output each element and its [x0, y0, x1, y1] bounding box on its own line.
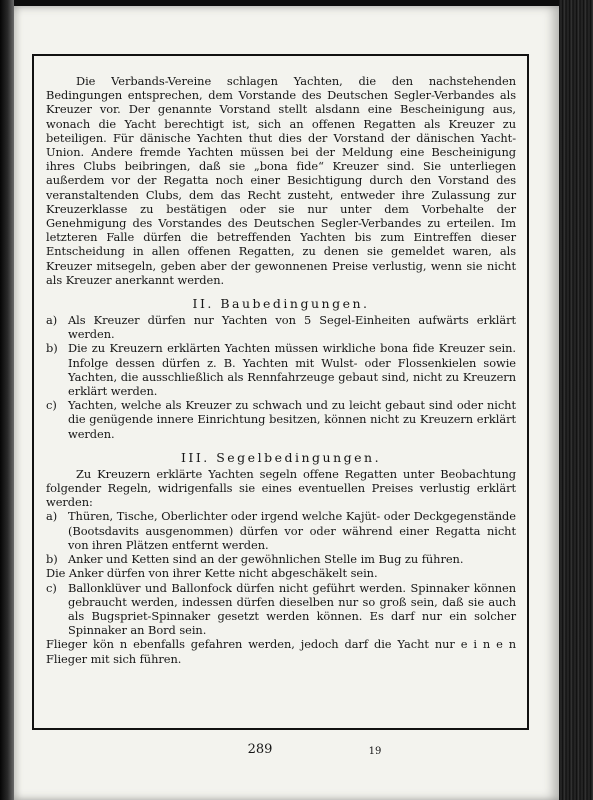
section-2-item-b: [46, 341, 516, 398]
item-label: c): [46, 580, 57, 595]
item-text: Anker und Ketten sind an der gewöhnlichen Stelle im Bug zu führen.: [68, 552, 464, 567]
item-text: Ballonklüver und Ballonfock dürfen nicht geführt werden. Spinnaker können gebraucht werden, indessen dürfen dieselben nur so groß sein, daß sie auch als Bugspriet-Spinnaker gesetzt werden können. Es darf nur ein solcher Spinnaker an Bord sein.: [68, 580, 516, 638]
item-label: a): [46, 509, 58, 524]
item-label: a): [46, 313, 58, 328]
item-text: Die zu Kreuzern erklärten Yachten müssen wirkliche bona fide Kreuzer sein. Infolge dessen dürfen z. B. Yachten mit Wulst- oder Flossenkielen sowie Yachten, die ausschließlich als Rennfahrzeuge gebaut sind, nicht zu Kreuzern erklärt werden.: [68, 341, 516, 399]
page-stack-edge: [559, 0, 593, 800]
item-text: Thüren, Tische, Oberlichter oder irgend welche Kajüt- oder Deckgegenstände (Bootsdavits ausgenommen) dürfen vor oder während einer Regatta nicht von ihren Plätzen entfernt werden.: [68, 509, 516, 552]
item-text: Als Kreuzer dürfen nur Yachten von 5 Segel-Einheiten aufwärts erklärt werden.: [68, 313, 516, 342]
sheet-signature-number: 19: [368, 746, 382, 757]
section-3-item-b: [46, 552, 516, 566]
page-text: [46, 74, 516, 666]
section-2-item-c: [46, 398, 516, 441]
item-label: b): [46, 341, 58, 356]
item-text: Yachten, welche als Kreuzer zu schwach und zu leicht gebaut sind oder nicht die genügende innere Einrichtung besitzen, können nicht zu Kreuzern erklärt werden.: [68, 398, 516, 441]
section-3-heading: III. Segelbedingungen.: [180, 449, 382, 465]
section-3-item-c: [46, 581, 516, 638]
page-number: 289: [247, 742, 273, 757]
section-2-item-a: [46, 313, 516, 341]
item-label: c): [46, 398, 57, 413]
section-3-item-c-note: Flieger kön n ebenfalls gefahren werden, jedoch darf die Yacht nur e i n e n Flieger mit sich führen.: [46, 637, 516, 666]
section-2-heading: II. Baubedingungen.: [192, 296, 370, 312]
section-3-item-b-note: Die Anker dürfen von ihrer Kette nicht abgeschäkelt sein.: [46, 566, 378, 581]
intro-paragraph: Die Verbands-Vereine schlagen Yachten, die den nachstehenden Bedingungen entsprechen, dem Vorstande des Deutschen Segler-Verbandes als Kreuzer vor. Der genannte Vorstand stellt alsdann eine Bescheinigung aus, wonach die Yacht berechtigt ist, sich an offenen Regatten als Kreuzer zu beteiligen. Für dänische Yachten thut dies der Vorstand der dänischen Yacht-Union. Andere fremde Yachten müssen bei der Meldung eine Bescheinigung ihres Clubs beibringen, daß sie „bona fide“ Kreuzer sind. Sie unterliegen außerdem vor der Regatta noch einer Besichtigung durch den Vorstand des veranstaltenden Clubs, dem das Recht zusteht, entweder ihre Zulassung zur Kreuzerklasse zu bestätigen oder sie nur unter dem Vorbehalte der Genehmigung des Vorstandes des Deutschen Segler-Verbandes zu erteilen. Im letzteren Falle dürfen die betreffenden Yachten bis zum Eintreffen dieser Entscheidung in allen offenen Regatten, zu denen sie gemeldet waren, als Kreuzer mitsegeln, geben aber der gewonnenen Preise verlustig, wenn sie nicht als Kreuzer anerkannt werden.: [46, 74, 516, 287]
left-page-edge: [0, 0, 14, 800]
item-label: b): [46, 552, 58, 567]
section-3-item-a: [46, 509, 516, 552]
section-3-intro: Zu Kreuzern erklärte Yachten segeln offene Regatten unter Beobachtung folgender Regeln, widrigenfalls sie eines eventuellen Preises verlustig erklärt werden:: [46, 466, 516, 510]
